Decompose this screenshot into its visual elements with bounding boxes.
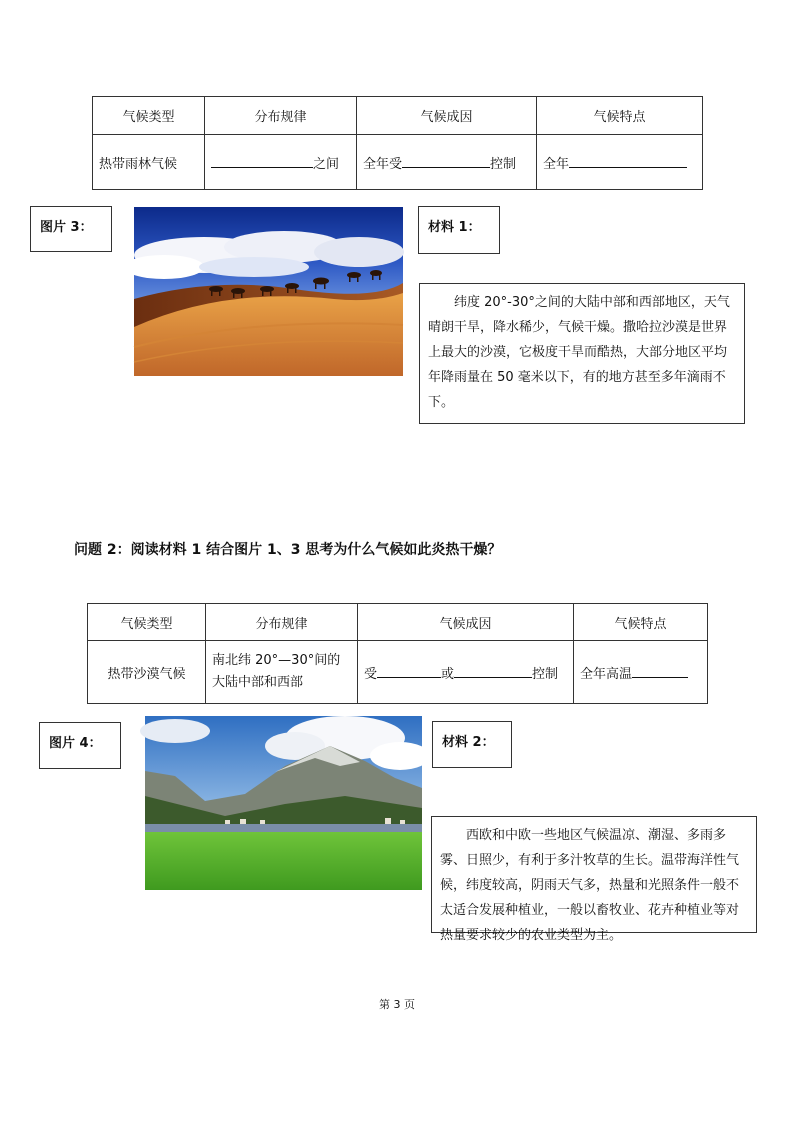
cell-text: 全年 <box>543 156 570 172</box>
cell-text: 控制 <box>490 156 517 172</box>
material2-text-box <box>431 816 757 943</box>
header-distribution: 分布规律 <box>205 97 357 135</box>
header-feature: 气候特点 <box>574 604 708 641</box>
picture3-label-box <box>30 206 112 252</box>
fill-blank[interactable] <box>454 663 532 678</box>
header-climate-type: 气候类型 <box>88 604 206 641</box>
cell-distribution: 南北纬 20°—30°间的大陆中部和西部 <box>206 641 358 704</box>
desert-camel-caravan-photo <box>134 207 403 376</box>
fill-blank[interactable] <box>377 663 441 678</box>
cell-text: 或 <box>441 666 455 682</box>
picture4-label: 图片 4： <box>49 736 102 751</box>
cell-climate-type: 热带雨林气候 <box>93 135 205 190</box>
page-number: 第 3 页 <box>379 998 415 1011</box>
climate-table-desert <box>87 603 708 704</box>
material2-label: 材料 2： <box>442 735 495 750</box>
cell-text: 全年受 <box>363 156 403 172</box>
fill-blank[interactable] <box>402 153 490 168</box>
material1-text: 纬度 20°-30°之间的大陆中部和西部地区，天气晴朗干旱，降水稀少，气候干燥。撒哈拉沙漠是世界上最大的沙漠，它极度干旱而酷热，大部分地区平均年降雨量在 50 毫米以下，有的地方甚至多年滴雨不下。 <box>428 295 730 410</box>
picture3-label: 图片 3： <box>40 220 93 235</box>
header-cause: 气候成因 <box>358 604 574 641</box>
cell-text: 控制 <box>532 666 559 682</box>
header-climate-type: 气候类型 <box>93 97 205 135</box>
cell-feature[interactable] <box>537 135 703 190</box>
climate-table-rainforest <box>92 96 703 190</box>
cell-feature[interactable] <box>574 641 708 704</box>
material2-text: 西欧和中欧一些地区气候温凉、潮湿、多雨多雾、日照少，有利于多汁牧草的生长。温带海洋性气候，纬度较高，阴雨天气多，热量和光照条件一般不太适合发展种植业，一般以畜牧业、花卉种植业等对热量要求较少的农业类型为主。 <box>440 828 740 943</box>
cell-cause[interactable] <box>357 135 537 190</box>
mountain-meadow-photo <box>145 716 422 890</box>
fill-blank[interactable] <box>632 663 688 678</box>
question-2: 问题 2：阅读材料 1 结合图片 1、3 思考为什么气候如此炎热干燥？ <box>74 542 502 558</box>
picture4-label-box <box>39 722 121 769</box>
material1-label: 材料 1： <box>428 220 481 235</box>
header-cause: 气候成因 <box>357 97 537 135</box>
material1-label-box <box>418 206 500 254</box>
header-feature: 气候特点 <box>537 97 703 135</box>
cell-text: 全年高温 <box>580 666 633 682</box>
cell-text: 之间 <box>313 156 340 172</box>
fill-blank[interactable] <box>211 153 313 168</box>
material2-label-box <box>432 721 512 768</box>
material1-text-box <box>419 283 745 424</box>
cell-climate-type: 热带沙漠气候 <box>88 641 206 704</box>
cell-text: 受 <box>364 666 378 682</box>
fill-blank[interactable] <box>569 153 687 168</box>
cell-cause[interactable] <box>358 641 574 704</box>
cell-distribution[interactable] <box>205 135 357 190</box>
header-distribution: 分布规律 <box>206 604 358 641</box>
